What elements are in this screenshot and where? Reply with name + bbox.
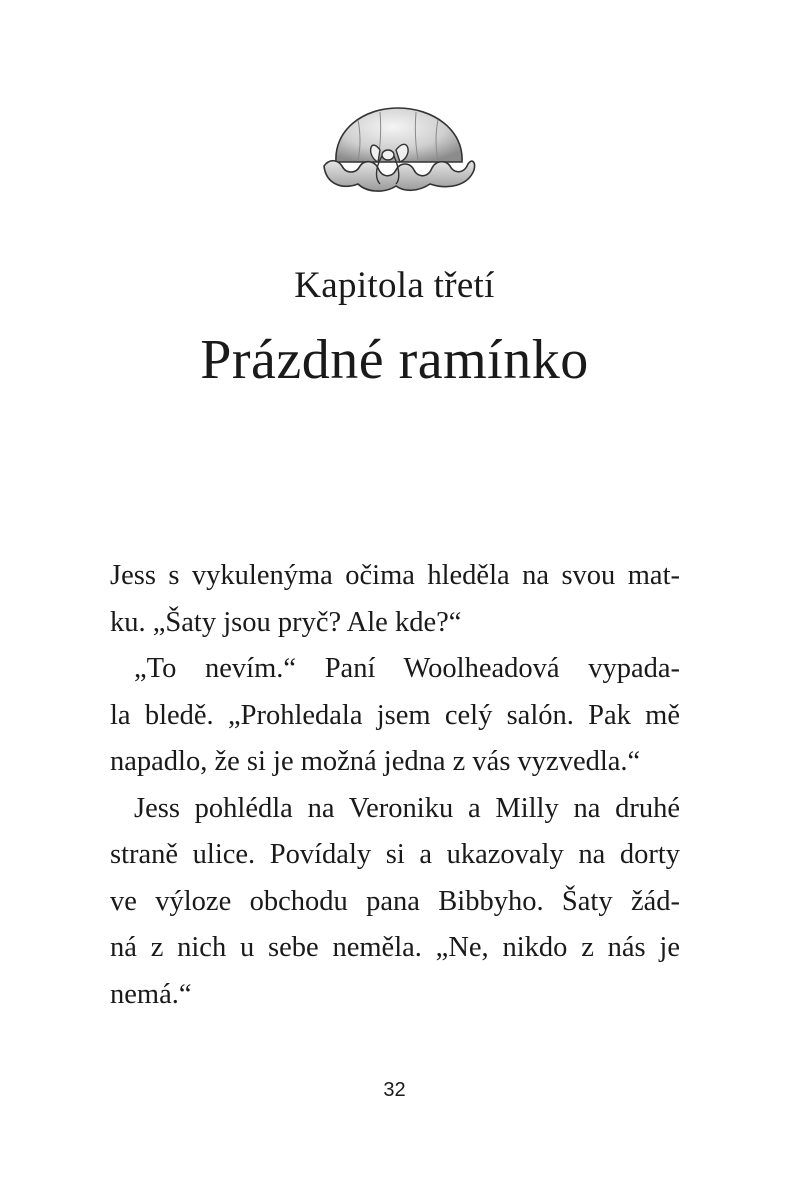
text-line: la bledě. „Prohledala jsem celý salón. Pak mě: [110, 699, 680, 731]
page-number: 32: [383, 1079, 406, 1101]
text-line: Jess s vykulenýma očima hleděla na svou mat-: [110, 560, 680, 591]
chapter-title: Prázdné ramínko: [200, 329, 589, 391]
text-line: Jess pohlédla na Veroniku a Milly na druhé: [134, 792, 680, 824]
text-line: ná z nich u sebe neměla. „Ne, nikdo z nás je: [110, 932, 680, 963]
text-line: „To nevím.“ Paní Woolheadová vypada-: [134, 653, 680, 684]
text-line: ku. „Šaty jsou pryč? Ale kde?“: [110, 606, 462, 638]
text-line: napadlo, že si je možná jedna z vás vyzvedla.“: [110, 746, 641, 777]
text-line: nemá.“: [110, 978, 192, 1010]
bonnet-icon: [318, 100, 478, 195]
text-line: straně ulice. Povídaly si a ukazovaly na dorty: [110, 839, 680, 870]
body-text: [110, 553, 680, 1018]
chapter-label: Kapitola třetí: [294, 265, 495, 306]
text-line: ve výloze obchodu pana Bibbyho. Šaty žád-: [110, 885, 680, 917]
